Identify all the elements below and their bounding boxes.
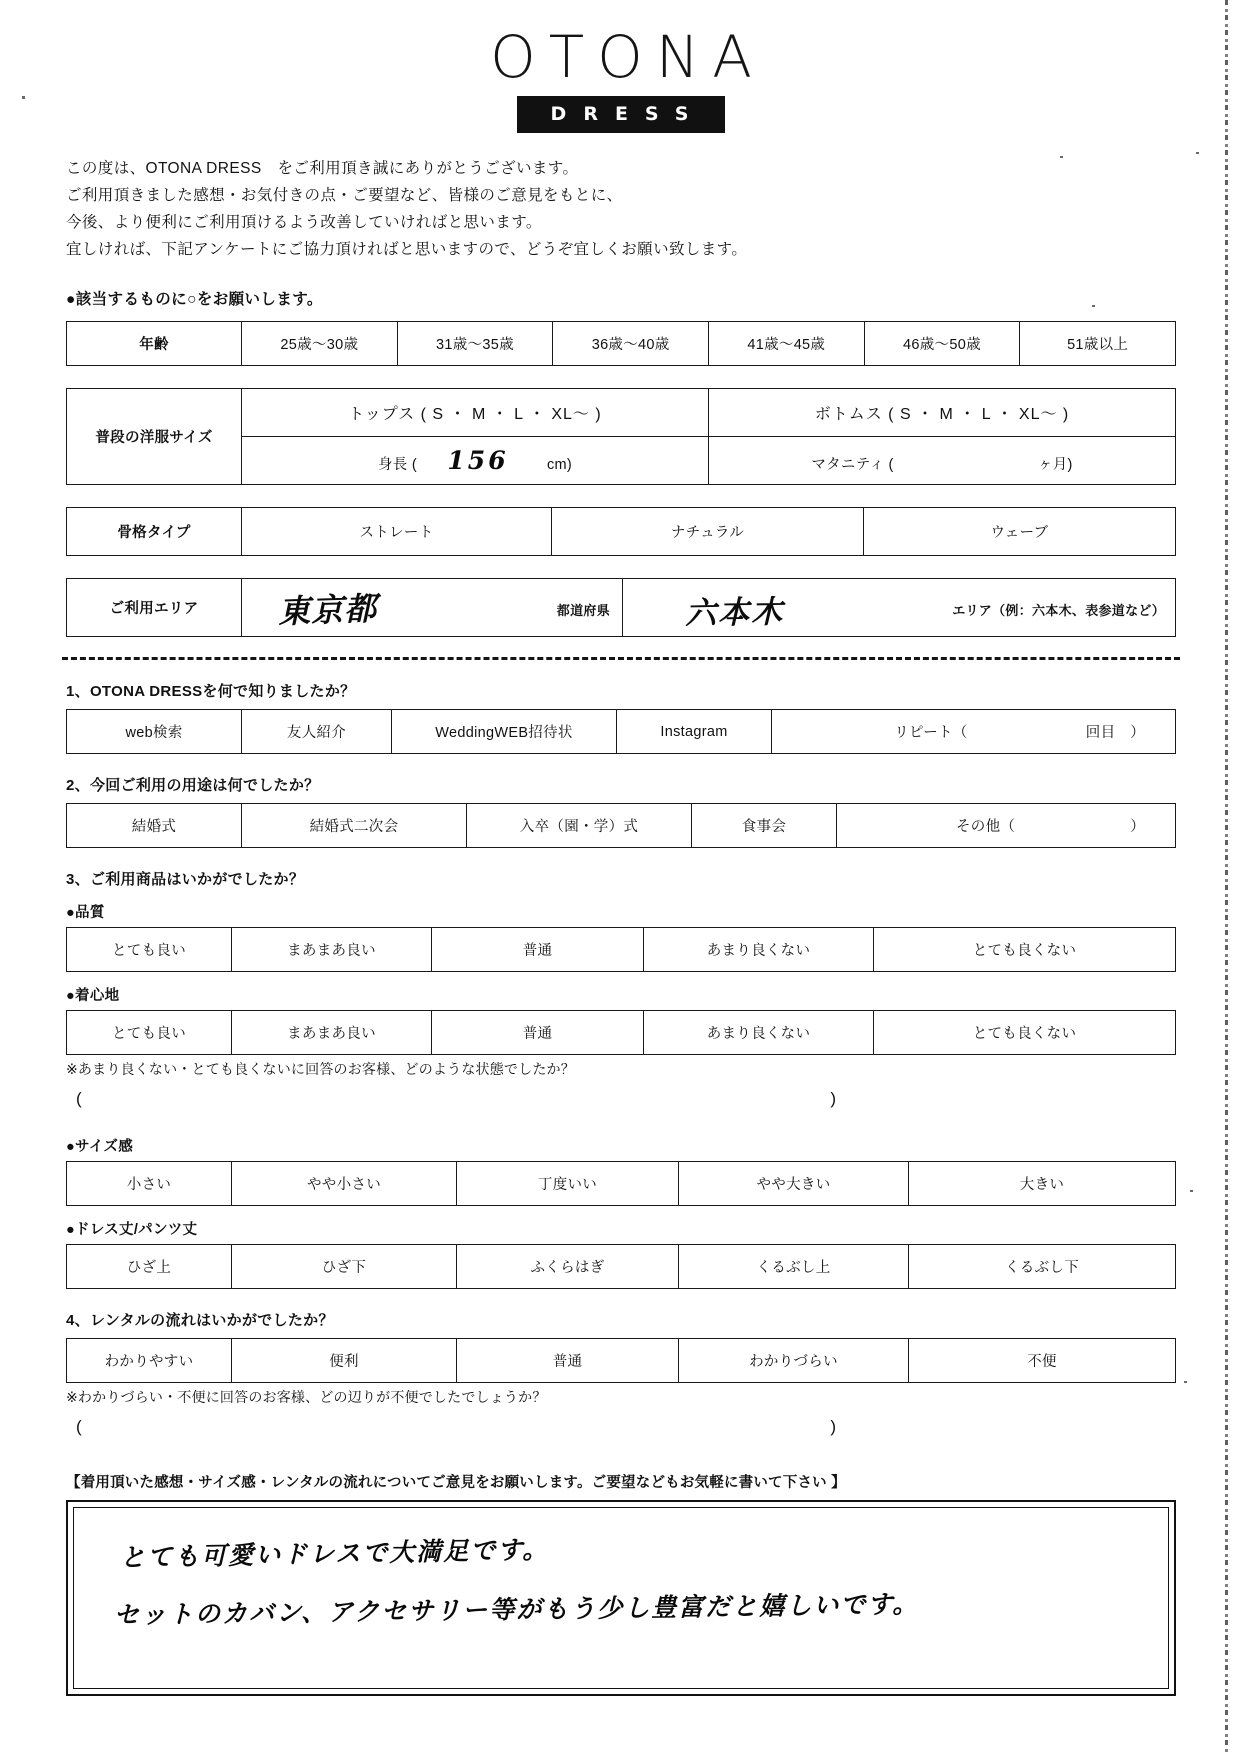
free-comment-heading: 【着用頂いた感想・サイズ感・レンタルの流れについてご意見をお願いします。ご要望などもお気軽に書いて下さい 】 — [66, 1475, 846, 1492]
q3-comfort-table — [66, 1010, 1176, 1055]
q3-fit-option-1[interactable]: やや小さい — [232, 1162, 457, 1206]
q3-comfort-option-1[interactable]: まあまあ良い — [232, 1011, 432, 1055]
q4-option-2[interactable]: 普通 — [457, 1339, 679, 1383]
q3-length-table — [66, 1244, 1176, 1289]
q3-quality-option-3[interactable]: あまり良くない — [644, 928, 874, 972]
q2-title: 2、今回ご利用の用途は何でしたか？ — [66, 777, 320, 795]
table-row — [67, 928, 1176, 972]
q2-other-suffix: ） — [1130, 819, 1145, 836]
scan-speck — [1190, 1190, 1193, 1192]
table-row — [67, 1162, 1176, 1206]
height-value: 156 — [447, 446, 509, 476]
body-type-option-0[interactable]: ストレート — [242, 508, 552, 556]
q3-fit-option-2[interactable]: 丁度いい — [457, 1162, 679, 1206]
q2-other-label: その他（ — [955, 819, 1016, 836]
q4-answer[interactable] — [76, 1417, 836, 1437]
q3-comfort-option-0[interactable]: とても良い — [67, 1011, 232, 1055]
scan-speck — [22, 96, 25, 99]
table-row — [67, 1011, 1176, 1055]
q3-quality-option-4[interactable]: とても良くない — [874, 928, 1176, 972]
brand-logo — [0, 0, 1242, 133]
q1-option-4[interactable] — [772, 710, 1176, 754]
q1-option-1[interactable]: 友人紹介 — [242, 710, 392, 754]
table-row — [67, 1245, 1176, 1289]
q3-fit-table — [66, 1161, 1176, 1206]
body-type-label: 骨格タイプ — [67, 508, 242, 556]
area-value-cell[interactable] — [623, 579, 1176, 637]
scan-speck — [1196, 152, 1199, 154]
q1-option-3[interactable]: Instagram — [617, 710, 772, 754]
q1-repeat-suffix: 回目 ） — [1085, 725, 1145, 742]
q3-quality-option-0[interactable]: とても良い — [67, 928, 232, 972]
q3-quality-option-1[interactable]: まあまあ良い — [232, 928, 432, 972]
tops-size-cell[interactable]: トップス ( S ・ M ・ L ・ XL～ ) — [242, 389, 709, 437]
age-option-4[interactable]: 46歳～50歳 — [864, 322, 1020, 366]
q1-option-2[interactable]: WeddingWEB招待状 — [392, 710, 617, 754]
intro-line-2: ご利用頂きました感想・お気付きの点・ご要望など、皆様のご意見をもとに、 — [66, 187, 623, 205]
body-type-table — [66, 507, 1176, 556]
height-cell[interactable] — [242, 437, 709, 485]
height-unit: cm) — [546, 457, 572, 474]
q3-quality-option-2[interactable]: 普通 — [432, 928, 644, 972]
q3-fit-option-0[interactable]: 小さい — [67, 1162, 232, 1206]
area-hint: エリア（例：六本木、表参道など） — [952, 603, 1165, 619]
q4-option-1[interactable]: 便利 — [232, 1339, 457, 1383]
scan-speck — [1184, 1381, 1187, 1383]
q3-length-option-4[interactable]: くるぶし下 — [909, 1245, 1176, 1289]
area-value: 六本木 — [684, 594, 785, 633]
brand-name: OTONA — [490, 23, 765, 91]
maternity-value — [898, 446, 1038, 475]
q3-length-option-2[interactable]: ふくらはぎ — [457, 1245, 679, 1289]
maternity-label: マタニティ ( — [811, 457, 894, 474]
prefecture-hint: 都道府県 — [556, 603, 610, 619]
area-label: ご利用エリア — [67, 579, 242, 637]
q4-note: ※わかりづらい・不便に回答のお客様、どの辺りが不便でしたでしょうか？ — [66, 1389, 547, 1406]
age-table — [66, 321, 1176, 366]
table-row — [67, 710, 1176, 754]
q3-comfort-note: ※あまり良くない・とても良くないに回答のお客様、どのような状態でしたか？ — [66, 1061, 575, 1078]
maternity-cell[interactable] — [709, 437, 1176, 485]
q3-quality-label: ●品質 — [66, 905, 105, 922]
q3-fit-label: ●サイズ感 — [66, 1139, 134, 1156]
q2-option-2[interactable]: 入卒（園・学）式 — [467, 804, 692, 848]
intro-line-4: 宜しければ、下記アンケートにご協力頂ければと思いますので、どうぞ宜しくお願い致します。 — [66, 241, 748, 259]
body-type-option-2[interactable]: ウェーブ — [864, 508, 1176, 556]
q3-fit-option-3[interactable]: やや大きい — [679, 1162, 909, 1206]
q3-comfort-option-4[interactable]: とても良くない — [874, 1011, 1176, 1055]
table-row — [67, 389, 1176, 437]
q4-option-4[interactable]: 不便 — [909, 1339, 1176, 1383]
q3-comfort-answer-open: ( — [76, 1089, 82, 1109]
age-option-1[interactable]: 31歳～35歳 — [397, 322, 553, 366]
age-option-2[interactable]: 36歳～40歳 — [553, 322, 709, 366]
clothing-size-table — [66, 388, 1176, 485]
q3-fit-option-4[interactable]: 大きい — [909, 1162, 1176, 1206]
table-row — [67, 1339, 1176, 1383]
age-option-0[interactable]: 25歳～30歳 — [242, 322, 398, 366]
intro-line-3: 今後、より便利にご利用頂けるよう改善していければと思います。 — [66, 214, 542, 232]
q3-length-label: ●ドレス丈/パンツ丈 — [66, 1222, 198, 1239]
body-type-option-1[interactable]: ナチュラル — [552, 508, 864, 556]
q2-option-1[interactable]: 結婚式二次会 — [242, 804, 467, 848]
q3-comfort-answer-close: ) — [830, 1089, 836, 1109]
free-comment-line-1: とても可愛いドレスで大満足です。 — [119, 1535, 550, 1573]
instruction-lead: ●該当するものに○をお願いします。 — [66, 291, 323, 309]
q4-table — [66, 1338, 1176, 1383]
brand-subtitle: DRESS — [517, 96, 726, 133]
height-label: 身長 ( — [378, 457, 418, 474]
q3-length-option-3[interactable]: くるぶし上 — [679, 1245, 909, 1289]
maternity-unit: ヶ月) — [1037, 457, 1073, 474]
q3-comfort-answer[interactable] — [76, 1089, 836, 1109]
free-comment-inner[interactable] — [73, 1507, 1169, 1689]
table-row — [67, 579, 1176, 637]
q4-answer-open: ( — [76, 1417, 82, 1437]
q1-title: 1、OTONA DRESSを何で知りましたか？ — [66, 683, 356, 701]
table-row — [67, 804, 1176, 848]
q3-length-option-0[interactable]: ひざ上 — [67, 1245, 232, 1289]
q2-option-3[interactable]: 食事会 — [692, 804, 837, 848]
q2-option-0[interactable]: 結婚式 — [67, 804, 242, 848]
q3-length-option-1[interactable]: ひざ下 — [232, 1245, 457, 1289]
q1-option-0[interactable]: web検索 — [67, 710, 242, 754]
age-label: 年齢 — [67, 322, 242, 366]
q3-comfort-option-3[interactable]: あまり良くない — [644, 1011, 874, 1055]
table-row — [67, 322, 1176, 366]
area-table — [66, 578, 1176, 637]
q3-title: 3、ご利用商品はいかがでしたか？ — [66, 871, 305, 889]
q3-quality-table — [66, 927, 1176, 972]
age-option-3[interactable]: 41歳～45歳 — [708, 322, 864, 366]
q1-table — [66, 709, 1176, 754]
prefecture-value: 東京都 — [277, 589, 378, 631]
q2-option-4[interactable] — [837, 804, 1176, 848]
scan-speck — [1060, 156, 1063, 158]
bottoms-size-cell[interactable]: ボトムス ( S ・ M ・ L ・ XL～ ) — [709, 389, 1176, 437]
free-comment-line-2: セットのカバン、アクセサリー等がもう少し豊富だと嬉しいです。 — [113, 1589, 920, 1630]
q2-table — [66, 803, 1176, 848]
clothing-size-label: 普段の洋服サイズ — [67, 389, 242, 485]
age-option-5[interactable]: 51歳以上 — [1020, 322, 1176, 366]
free-comment-box[interactable] — [66, 1500, 1176, 1696]
prefecture-cell[interactable] — [242, 579, 623, 637]
q4-answer-close: ) — [830, 1417, 836, 1437]
q3-comfort-label: ●着心地 — [66, 988, 120, 1005]
q4-option-3[interactable]: わかりづらい — [679, 1339, 909, 1383]
intro-paragraph — [66, 155, 1242, 263]
q3-comfort-option-2[interactable]: 普通 — [432, 1011, 644, 1055]
scan-speck — [1092, 305, 1095, 307]
table-row — [67, 508, 1176, 556]
q4-option-0[interactable]: わかりやすい — [67, 1339, 232, 1383]
section-divider — [62, 657, 1180, 660]
intro-line-1: この度は、OTONA DRESS をご利用頂き誠にありがとうございます。 — [66, 160, 579, 178]
q1-repeat-label: リピート（ — [894, 725, 968, 742]
scan-edge-artifact — [1225, 0, 1228, 1754]
q4-title: 4、レンタルの流れはいかがでしたか？ — [66, 1312, 334, 1330]
